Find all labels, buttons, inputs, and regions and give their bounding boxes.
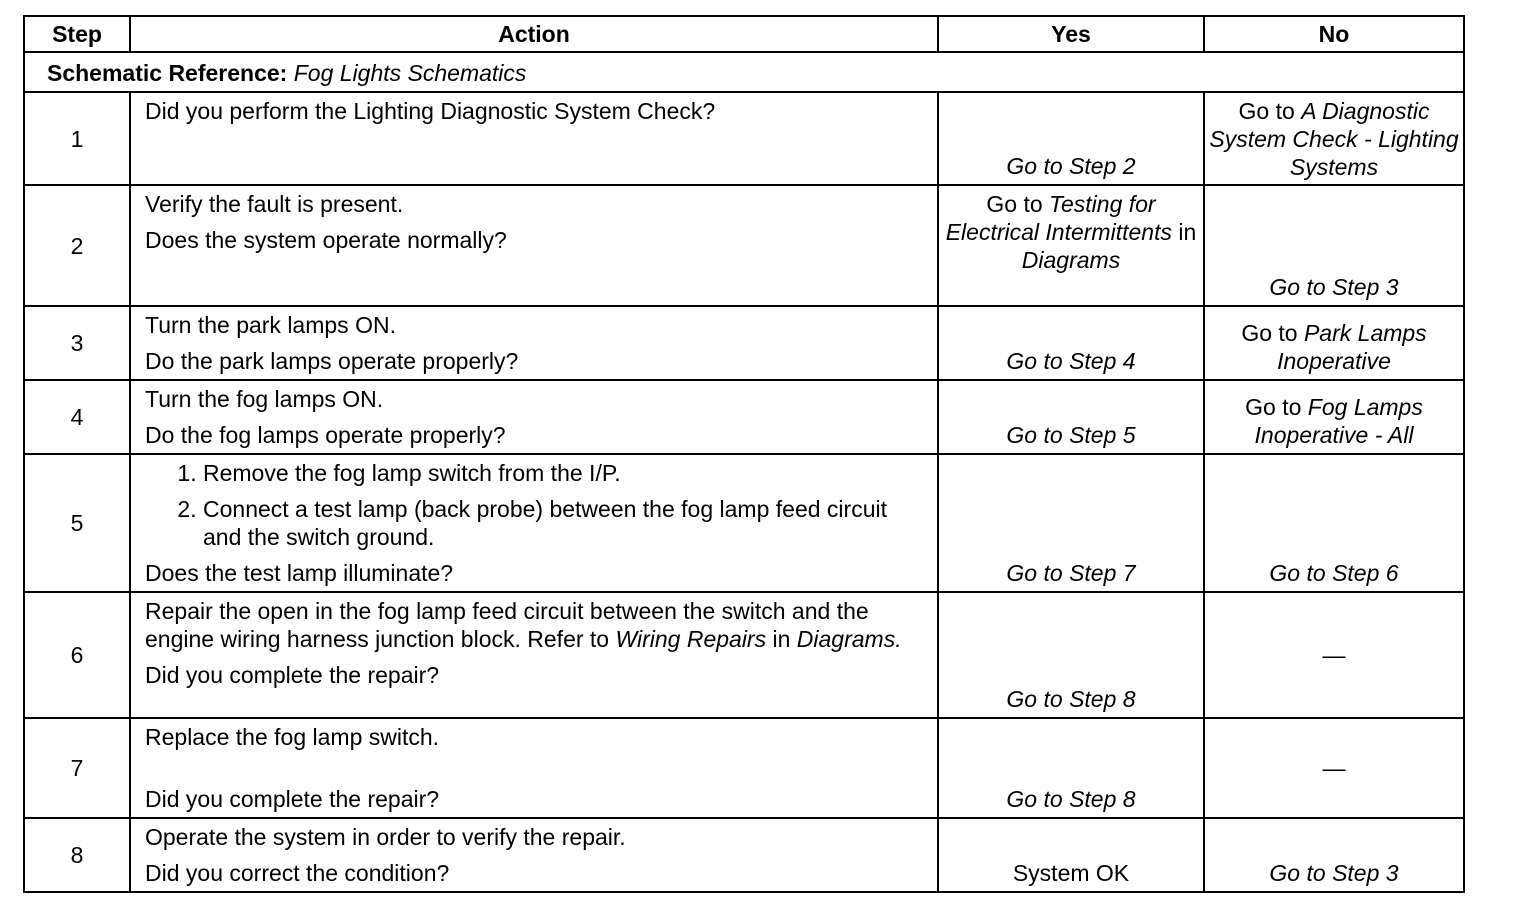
step-number: 2 [24, 185, 130, 306]
yes-result: Go to Step 5 [1006, 422, 1136, 448]
yes-cell [938, 306, 1204, 380]
action-cell [130, 92, 938, 185]
table-row [24, 380, 1464, 454]
schematic-row [24, 52, 1464, 92]
action-cell [130, 306, 938, 380]
no-result: — [1322, 642, 1346, 668]
no-result: Go to Step 3 [1269, 274, 1399, 300]
action-question: Does the test lamp illuminate? [145, 560, 454, 586]
no-result: — [1322, 755, 1346, 781]
action-question: Do the fog lamps operate properly? [145, 422, 506, 448]
yes-result: System OK [1012, 860, 1130, 886]
schematic-label: Schematic Reference: [47, 60, 288, 86]
no-prefix: Go to [1245, 394, 1302, 420]
no-cell [1204, 92, 1464, 185]
step-number: 1 [24, 92, 130, 185]
yes-mid: in [1178, 219, 1197, 245]
step-number: 3 [24, 306, 130, 380]
step-number: 8 [24, 818, 130, 892]
no-reference: A Diagnostic System Check - Lighting Systems [1209, 98, 1459, 180]
action-question: Does the system operate normally? [145, 227, 507, 253]
no-cell [1204, 718, 1464, 818]
step-number: 7 [24, 718, 130, 818]
action-question: Did you perform the Lighting Diagnostic System Check? [145, 98, 716, 124]
action-reference-2: Diagrams. [796, 626, 902, 652]
yes-cell [938, 592, 1204, 718]
no-cell [1204, 185, 1464, 306]
action-cell [130, 592, 938, 718]
action-instruction: Turn the park lamps ON. [145, 312, 396, 338]
diagnostic-table [23, 15, 1465, 893]
header-no: No [1204, 16, 1464, 52]
yes-cell [938, 92, 1204, 185]
action-question: Did you correct the condition? [145, 860, 450, 886]
yes-result: Go to Step 2 [1006, 153, 1136, 179]
yes-cell [938, 718, 1204, 818]
yes-reference-2: Diagrams [1021, 247, 1121, 273]
yes-result: Go to Step 7 [1006, 560, 1136, 586]
table-row [24, 92, 1464, 185]
list-item: 2. Connect a test lamp (back probe) between the fog lamp feed circuit and the switch ground. [203, 495, 927, 551]
header-row [24, 16, 1464, 52]
no-prefix: Go to [1238, 98, 1295, 124]
action-question: Did you complete the repair? [145, 786, 440, 812]
action-instruction: Turn the fog lamps ON. [145, 386, 384, 412]
no-cell [1204, 592, 1464, 718]
header-step: Step [24, 16, 130, 52]
action-text: Repair the open in the fog lamp feed circuit between the switch and the engine wiring harness junction block. Refer to [145, 598, 869, 652]
no-reference: Park Lamps Inoperative [1277, 320, 1427, 374]
yes-cell [938, 185, 1204, 306]
yes-reference: Testing for Electrical Intermittents [945, 191, 1172, 245]
step-number: 6 [24, 592, 130, 718]
no-cell [1204, 454, 1464, 592]
header-action: Action [130, 16, 938, 52]
action-cell [130, 380, 938, 454]
action-cell [130, 454, 938, 592]
list-item: 1. Remove the fog lamp switch from the I/P. [203, 459, 927, 487]
yes-cell [938, 818, 1204, 892]
step-number: 5 [24, 454, 130, 592]
action-cell [130, 185, 938, 306]
table-row [24, 185, 1464, 306]
no-reference: Fog Lamps Inoperative - All [1254, 394, 1423, 448]
yes-result: Go to Step 8 [1006, 786, 1136, 812]
step-number: 4 [24, 380, 130, 454]
table-row [24, 306, 1464, 380]
action-reference: Wiring Repairs [615, 626, 767, 652]
action-text-2: in [772, 626, 791, 652]
yes-prefix: Go to [986, 191, 1043, 217]
action-list [145, 459, 927, 551]
action-instruction: Replace the fog lamp switch. [145, 724, 440, 750]
action-question: Do the park lamps operate properly? [145, 348, 519, 374]
action-cell [130, 818, 938, 892]
schematic-reference: Fog Lights Schematics [293, 60, 527, 86]
action-instruction: Operate the system in order to verify the repair. [145, 824, 626, 850]
action-instruction: Verify the fault is present. [145, 191, 404, 217]
no-prefix: Go to [1241, 320, 1298, 346]
no-cell [1204, 818, 1464, 892]
no-cell [1204, 306, 1464, 380]
table-row [24, 718, 1464, 818]
yes-result: Go to Step 8 [1006, 686, 1136, 712]
no-cell [1204, 380, 1464, 454]
header-yes: Yes [938, 16, 1204, 52]
action-cell [130, 718, 938, 818]
table-row [24, 818, 1464, 892]
table-row [24, 454, 1464, 592]
yes-cell [938, 454, 1204, 592]
table-row [24, 592, 1464, 718]
action-instruction [145, 597, 927, 653]
no-result: Go to Step 6 [1269, 560, 1399, 586]
yes-cell [938, 380, 1204, 454]
no-result: Go to Step 3 [1269, 860, 1399, 886]
action-question: Did you complete the repair? [145, 662, 440, 688]
yes-result: Go to Step 4 [1006, 348, 1136, 374]
